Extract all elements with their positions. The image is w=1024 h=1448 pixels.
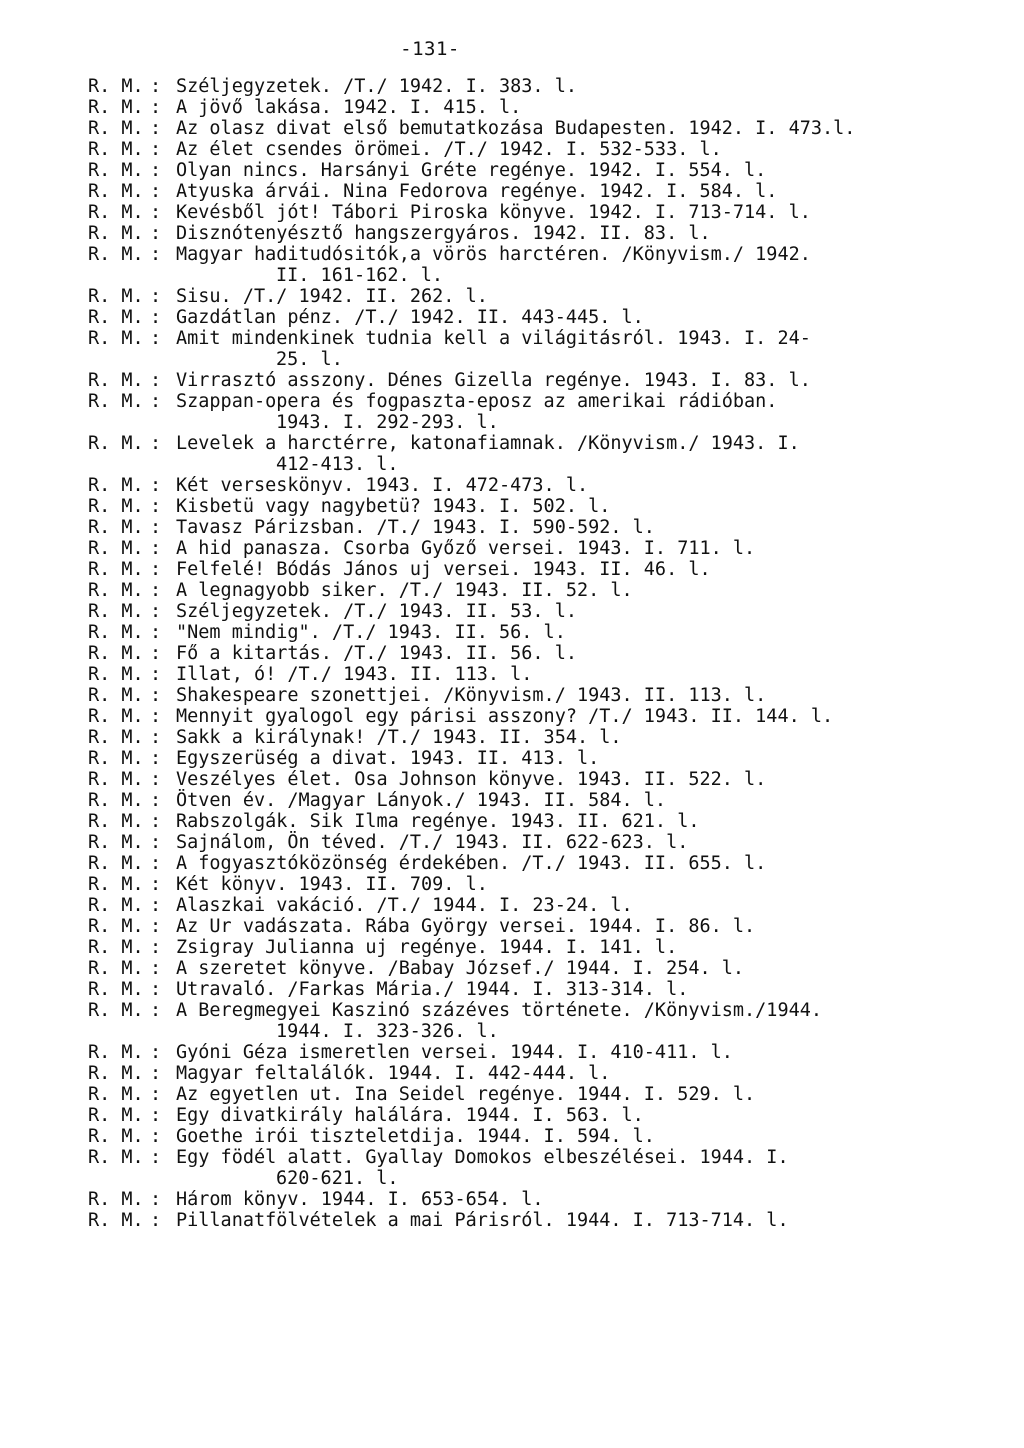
entry-separator: :: [150, 517, 162, 538]
entry-separator: :: [150, 1000, 162, 1021]
entry-separator: :: [150, 433, 162, 454]
entry-title-line: Az olasz divat első bemutatkozása Budapesten. 1942. I. 473.l.: [176, 118, 856, 139]
entry-text: [176, 223, 984, 244]
entry-text: [176, 496, 984, 517]
bibliography-entry: [88, 643, 984, 664]
bibliography-entry: [88, 1084, 984, 1105]
entry-author: R. M.: [88, 1105, 144, 1126]
entry-text: [176, 202, 984, 223]
entry-separator: :: [150, 223, 162, 244]
entry-text: [176, 685, 984, 706]
entry-text: [176, 1000, 984, 1042]
bibliography-entry: [88, 1126, 984, 1147]
entry-text: [176, 811, 984, 832]
entry-separator: :: [150, 580, 162, 601]
bibliography-entry: [88, 328, 984, 370]
bibliography-entry: [88, 811, 984, 832]
entry-title-line: Magyar feltalálók. 1944. I. 442-444. l.: [176, 1063, 611, 1084]
entry-text: [176, 601, 984, 622]
entry-text: [176, 706, 984, 727]
bibliography-entry: [88, 1042, 984, 1063]
entry-author: R. M.: [88, 895, 144, 916]
entry-title-line: Gazdátlan pénz. /T./ 1942. II. 443-445. l.: [176, 307, 644, 328]
entry-title-line: Egy divatkirály halálára. 1944. I. 563. l.: [176, 1105, 644, 1126]
entry-title-line: Utravaló. /Farkas Mária./ 1944. I. 313-314. l.: [176, 979, 689, 1000]
entry-separator: :: [150, 244, 162, 265]
bibliography-entry: [88, 979, 984, 1000]
entry-title-line: Sajnálom, Ön téved. /T./ 1943. II. 622-623. l.: [176, 832, 689, 853]
entry-separator: :: [150, 622, 162, 643]
bibliography-entry: [88, 622, 984, 643]
entry-author: R. M.: [88, 916, 144, 937]
entry-separator: :: [150, 1210, 162, 1231]
bibliography-entry: [88, 580, 984, 601]
bibliography-entry: [88, 97, 984, 118]
entry-author: R. M.: [88, 517, 144, 538]
bibliography-entry: [88, 160, 984, 181]
entry-text: [176, 328, 984, 370]
entry-text: [176, 286, 984, 307]
entry-author: R. M.: [88, 76, 144, 97]
entry-separator: :: [150, 979, 162, 1000]
entry-separator: :: [150, 475, 162, 496]
entry-title-line: Veszélyes élet. Osa Johnson könyve. 1943. II. 522. l.: [176, 769, 767, 790]
bibliography-entry: [88, 475, 984, 496]
entry-author: R. M.: [88, 538, 144, 559]
entry-separator: :: [150, 727, 162, 748]
entry-text: [176, 1126, 984, 1147]
entry-title-line: Mennyit gyalogol egy párisi asszony? /T./ 1943. II. 144. l.: [176, 706, 834, 727]
entry-text: [176, 790, 984, 811]
entry-separator: :: [150, 118, 162, 139]
entry-text: [176, 1063, 984, 1084]
entry-title-line: Magyar haditudósitók,a vörös harctéren. /Könyvism./ 1942.: [176, 244, 811, 265]
entry-text: [176, 1042, 984, 1063]
entry-separator: :: [150, 1084, 162, 1105]
entry-title-line: Illat, ó! /T./ 1943. II. 113. l.: [176, 664, 533, 685]
page-number: -131-: [400, 38, 460, 60]
entry-title-line: A szeretet könyve. /Babay József./ 1944. I. 254. l.: [176, 958, 745, 979]
entry-text: [176, 874, 984, 895]
entry-title-line: A Beregmegyei Kaszinó százéves története. /Könyvism./1944.: [176, 1000, 823, 1021]
entry-title-line: Két könyv. 1943. II. 709. l.: [176, 874, 488, 895]
entry-title-line: Egy födél alatt. Gyallay Domokos elbeszélései. 1944. I.: [176, 1147, 789, 1168]
entry-title-line: Kevésből jót! Tábori Piroska könyve. 1942. I. 713-714. l.: [176, 202, 811, 223]
entry-separator: :: [150, 1042, 162, 1063]
entry-separator: :: [150, 391, 162, 412]
entry-title-line: Három könyv. 1944. I. 653-654. l.: [176, 1189, 544, 1210]
entry-title-line: Pillanatfölvételek a mai Párisról. 1944. I. 713-714. l.: [176, 1210, 789, 1231]
entry-author: R. M.: [88, 1084, 144, 1105]
entry-continuation-line: 412-413. l.: [276, 454, 399, 475]
entry-title-line: Amit mindenkinek tudnia kell a világitásról. 1943. I. 24-: [176, 328, 811, 349]
bibliography-entry: [88, 874, 984, 895]
entry-title-line: Szappan-opera és fogpaszta-eposz az amerikai rádióban.: [176, 391, 778, 412]
entry-separator: :: [150, 874, 162, 895]
entry-title-line: Felfelé! Bódás János uj versei. 1943. II. 46. l.: [176, 559, 711, 580]
entry-author: R. M.: [88, 475, 144, 496]
entry-text: [176, 181, 984, 202]
bibliography-entry: [88, 76, 984, 97]
bibliography-entry: [88, 916, 984, 937]
entry-text: [176, 1147, 984, 1189]
bibliography-entry: [88, 1105, 984, 1126]
bibliography-entry: [88, 685, 984, 706]
entry-separator: :: [150, 790, 162, 811]
entry-text: [176, 76, 984, 97]
entry-text: [176, 748, 984, 769]
entry-text: [176, 391, 984, 433]
entry-separator: :: [150, 496, 162, 517]
bibliography-entry: [88, 496, 984, 517]
entry-text: [176, 643, 984, 664]
entry-text: [176, 769, 984, 790]
entry-author: R. M.: [88, 433, 144, 454]
entry-author: R. M.: [88, 202, 144, 223]
entry-author: R. M.: [88, 160, 144, 181]
entry-title-line: "Nem mindig". /T./ 1943. II. 56. l.: [176, 622, 566, 643]
entry-author: R. M.: [88, 286, 144, 307]
bibliography-entry: [88, 1189, 984, 1210]
entry-separator: :: [150, 643, 162, 664]
entry-title-line: Goethe irói tiszteletdija. 1944. I. 594. l.: [176, 1126, 655, 1147]
bibliography-entry: [88, 181, 984, 202]
entry-author: R. M.: [88, 769, 144, 790]
entry-author: R. M.: [88, 1126, 144, 1147]
entry-author: R. M.: [88, 328, 144, 349]
entry-continuation-line: 25. l.: [276, 349, 343, 370]
entry-author: R. M.: [88, 1063, 144, 1084]
entry-title-line: A hid panasza. Csorba Győző versei. 1943. I. 711. l.: [176, 538, 756, 559]
entry-title-line: Az Ur vadászata. Rába György versei. 1944. I. 86. l.: [176, 916, 756, 937]
bibliography-entry: [88, 1147, 984, 1189]
bibliography-entry: [88, 790, 984, 811]
entry-author: R. M.: [88, 139, 144, 160]
entry-text: [176, 160, 984, 181]
entry-author: R. M.: [88, 559, 144, 580]
entry-author: R. M.: [88, 391, 144, 412]
entry-separator: :: [150, 328, 162, 349]
entry-separator: :: [150, 853, 162, 874]
entry-separator: :: [150, 706, 162, 727]
entry-text: [176, 475, 984, 496]
bibliography-entry: [88, 601, 984, 622]
entry-continuation-line: 1943. I. 292-293. l.: [276, 412, 499, 433]
entry-author: R. M.: [88, 937, 144, 958]
entry-separator: :: [150, 370, 162, 391]
entry-separator: :: [150, 538, 162, 559]
entry-author: R. M.: [88, 853, 144, 874]
entry-separator: :: [150, 181, 162, 202]
entry-author: R. M.: [88, 370, 144, 391]
bibliography-entry: [88, 853, 984, 874]
bibliography-entry: [88, 769, 984, 790]
entry-title-line: Virrasztó asszony. Dénes Gizella regénye. 1943. I. 83. l.: [176, 370, 811, 391]
entry-separator: :: [150, 664, 162, 685]
entry-title-line: Egyszerüség a divat. 1943. II. 413. l.: [176, 748, 600, 769]
entry-title-line: Rabszolgák. Sik Ilma regénye. 1943. II. 621. l.: [176, 811, 700, 832]
entry-separator: :: [150, 958, 162, 979]
entry-text: [176, 244, 984, 286]
entry-text: [176, 118, 984, 139]
entry-author: R. M.: [88, 223, 144, 244]
entry-text: [176, 139, 984, 160]
entry-author: R. M.: [88, 1042, 144, 1063]
entry-separator: :: [150, 307, 162, 328]
entry-text: [176, 895, 984, 916]
entry-author: R. M.: [88, 727, 144, 748]
entry-author: R. M.: [88, 244, 144, 265]
entry-title-line: Gyóni Géza ismeretlen versei. 1944. I. 410-411. l.: [176, 1042, 733, 1063]
bibliography-entry: [88, 538, 984, 559]
entry-text: [176, 1189, 984, 1210]
entry-separator: :: [150, 916, 162, 937]
entry-author: R. M.: [88, 307, 144, 328]
entry-separator: :: [150, 1147, 162, 1168]
entry-title-line: A fogyasztóközönség érdekében. /T./ 1943. II. 655. l.: [176, 853, 767, 874]
entry-text: [176, 1084, 984, 1105]
entry-separator: :: [150, 286, 162, 307]
entry-separator: :: [150, 559, 162, 580]
entry-separator: :: [150, 1126, 162, 1147]
entry-author: R. M.: [88, 874, 144, 895]
entry-title-line: Atyuska árvái. Nina Fedorova regénye. 1942. I. 584. l.: [176, 181, 778, 202]
entry-text: [176, 580, 984, 601]
entry-separator: :: [150, 1105, 162, 1126]
entry-title-line: Shakespeare szonettjei. /Könyvism./ 1943. II. 113. l.: [176, 685, 767, 706]
bibliography-entry: [88, 958, 984, 979]
entry-separator: :: [150, 1063, 162, 1084]
entry-author: R. M.: [88, 832, 144, 853]
entry-text: [176, 1105, 984, 1126]
entry-author: R. M.: [88, 979, 144, 1000]
entry-author: R. M.: [88, 118, 144, 139]
entry-text: [176, 433, 984, 475]
entry-continuation-line: II. 161-162. l.: [276, 265, 444, 286]
entry-title-line: Sisu. /T./ 1942. II. 262. l.: [176, 286, 488, 307]
entry-separator: :: [150, 748, 162, 769]
entry-text: [176, 916, 984, 937]
entry-author: R. M.: [88, 706, 144, 727]
entry-text: [176, 937, 984, 958]
bibliography-entry: [88, 433, 984, 475]
entry-author: R. M.: [88, 1189, 144, 1210]
entry-text: [176, 622, 984, 643]
bibliography-entry: [88, 307, 984, 328]
bibliography-entry: [88, 391, 984, 433]
bibliography-entry: [88, 202, 984, 223]
entry-author: R. M.: [88, 685, 144, 706]
entry-title-line: A legnagyobb siker. /T./ 1943. II. 52. l.: [176, 580, 633, 601]
bibliography-entry: [88, 559, 984, 580]
entry-author: R. M.: [88, 643, 144, 664]
entry-title-line: Sakk a királynak! /T./ 1943. II. 354. l.: [176, 727, 622, 748]
entry-author: R. M.: [88, 664, 144, 685]
entry-title-line: Fő a kitartás. /T./ 1943. II. 56. l.: [176, 643, 577, 664]
bibliography-entry: [88, 223, 984, 244]
bibliography-entry: [88, 286, 984, 307]
entry-title-line: Alaszkai vakáció. /T./ 1944. I. 23-24. l.: [176, 895, 633, 916]
entry-title-line: Széljegyzetek. /T./ 1942. I. 383. l.: [176, 76, 577, 97]
entry-author: R. M.: [88, 958, 144, 979]
entry-text: [176, 664, 984, 685]
entry-author: R. M.: [88, 97, 144, 118]
bibliography-entry: [88, 118, 984, 139]
entry-title-line: Kisbetü vagy nagybetü? 1943. I. 502. l.: [176, 496, 611, 517]
bibliography-entry: [88, 370, 984, 391]
entry-separator: :: [150, 76, 162, 97]
entry-author: R. M.: [88, 1000, 144, 1021]
bibliography-entry: [88, 895, 984, 916]
bibliography-entry: [88, 664, 984, 685]
entry-text: [176, 559, 984, 580]
entry-continuation-line: 1944. I. 323-326. l.: [276, 1021, 499, 1042]
bibliography-entry: [88, 517, 984, 538]
entry-author: R. M.: [88, 181, 144, 202]
entry-text: [176, 727, 984, 748]
entry-separator: :: [150, 601, 162, 622]
entry-separator: :: [150, 685, 162, 706]
entry-text: [176, 370, 984, 391]
entry-title-line: Disznótenyésztő hangszergyáros. 1942. II. 83. l.: [176, 223, 711, 244]
entry-separator: :: [150, 97, 162, 118]
entry-author: R. M.: [88, 1147, 144, 1168]
entry-title-line: Ötven év. /Magyar Lányok./ 1943. II. 584. l.: [176, 790, 667, 811]
entry-author: R. M.: [88, 622, 144, 643]
entry-text: [176, 958, 984, 979]
entry-text: [176, 97, 984, 118]
entry-author: R. M.: [88, 748, 144, 769]
entry-author: R. M.: [88, 580, 144, 601]
entry-separator: :: [150, 139, 162, 160]
entry-separator: :: [150, 1189, 162, 1210]
entry-text: [176, 832, 984, 853]
entry-separator: :: [150, 202, 162, 223]
entry-author: R. M.: [88, 1210, 144, 1231]
entry-title-line: Az egyetlen ut. Ina Seidel regénye. 1944. I. 529. l.: [176, 1084, 756, 1105]
bibliography-list: [88, 76, 984, 1231]
bibliography-entry: [88, 1210, 984, 1231]
bibliography-entry: [88, 244, 984, 286]
entry-author: R. M.: [88, 601, 144, 622]
bibliography-entry: [88, 832, 984, 853]
entry-separator: :: [150, 769, 162, 790]
entry-separator: :: [150, 937, 162, 958]
entry-text: [176, 538, 984, 559]
bibliography-entry: [88, 139, 984, 160]
entry-text: [176, 853, 984, 874]
entry-separator: :: [150, 895, 162, 916]
bibliography-entry: [88, 706, 984, 727]
entry-author: R. M.: [88, 790, 144, 811]
entry-continuation-line: 620-621. l.: [276, 1168, 399, 1189]
entry-title-line: A jövő lakása. 1942. I. 415. l.: [176, 97, 522, 118]
entry-separator: :: [150, 811, 162, 832]
entry-separator: :: [150, 160, 162, 181]
entry-title-line: Széljegyzetek. /T./ 1943. II. 53. l.: [176, 601, 577, 622]
entry-text: [176, 1210, 984, 1231]
entry-text: [176, 307, 984, 328]
entry-author: R. M.: [88, 496, 144, 517]
entry-author: R. M.: [88, 811, 144, 832]
bibliography-entry: [88, 1000, 984, 1042]
entry-title-line: Zsigray Julianna uj regénye. 1944. I. 141. l.: [176, 937, 678, 958]
bibliography-entry: [88, 1063, 984, 1084]
bibliography-entry: [88, 937, 984, 958]
entry-title-line: Levelek a harctérre, katonafiamnak. /Könyvism./ 1943. I.: [176, 433, 800, 454]
entry-text: [176, 979, 984, 1000]
entry-title-line: Az élet csendes örömei. /T./ 1942. I. 532-533. l.: [176, 139, 722, 160]
bibliography-entry: [88, 748, 984, 769]
entry-title-line: Két verseskönyv. 1943. I. 472-473. l.: [176, 475, 589, 496]
entry-title-line: Tavasz Párizsban. /T./ 1943. I. 590-592. l.: [176, 517, 655, 538]
entry-text: [176, 517, 984, 538]
entry-title-line: Olyan nincs. Harsányi Gréte regénye. 1942. I. 554. l.: [176, 160, 767, 181]
entry-separator: :: [150, 832, 162, 853]
bibliography-entry: [88, 727, 984, 748]
